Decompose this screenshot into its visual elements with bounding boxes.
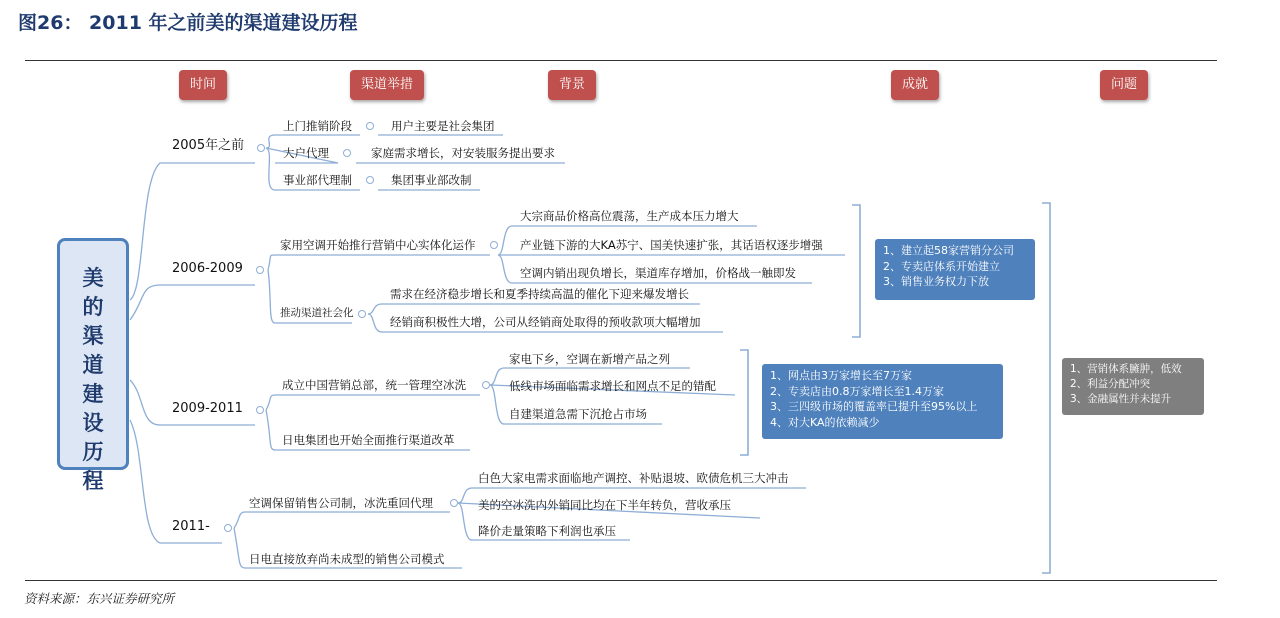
year-2006-label: 2006-2009: [172, 261, 243, 276]
background-2009-2: 低线市场面临需求增长和网点不足的错配: [509, 379, 716, 393]
achievements-2006-box: [875, 239, 1035, 300]
achievements-2009-box: [762, 364, 1003, 439]
background-2006-4: 需求在经济稳步增长和夏季持续高温的催化下迎来爆发增长: [390, 287, 689, 301]
problem-2: 2、利益分配冲突: [1070, 378, 1151, 390]
year-2009-label: 2009-2011: [172, 401, 243, 416]
background-2011-3: 降价走量策略下利润也承压: [478, 524, 616, 538]
figure-title: 图26： 2011 年之前美的渠道建设历程: [18, 12, 358, 34]
measure-abandon-sales-company: 日电直接放弃尚未成型的销售公司模式: [249, 552, 445, 566]
year-2005-label: 2005年之前: [172, 138, 245, 153]
source-note: 资料来源：东兴证券研究所: [24, 591, 175, 606]
header-background: 背景: [548, 70, 596, 100]
measure-socialize-channel: 推动渠道社会化: [280, 307, 354, 319]
achievement-2009-4: 4、对大KA的依赖减少: [770, 415, 880, 429]
achievement-2006-1: 1、建立起58家营销分公司: [883, 244, 1014, 257]
measure-large-agent: 大户代理: [283, 146, 329, 160]
header-time: 时间: [179, 70, 227, 100]
measure-marketing-hq: 成立中国营销总部，统一管理空冰洗: [282, 378, 466, 392]
background-2006-5: 经销商积极性大增，公司从经销商处取得的预收款项大幅增加: [390, 315, 701, 329]
header-measures: 渠道举措: [350, 70, 424, 100]
measure-marketing-center: 家用空调开始推行营销中心实体化运作: [280, 238, 476, 252]
root-node: [57, 238, 129, 493]
header-achievements: 成就: [891, 70, 939, 100]
background-2006-1: 大宗商品价格高位震荡，生产成本压力增大: [520, 209, 739, 223]
background-2006-3: 空调内销出现负增长，渠道库存增加，价格战一触即发: [520, 266, 796, 280]
background-2005-1: 用户主要是社会集团: [391, 119, 495, 133]
background-2005-2: 家庭需求增长，对安装服务提出要求: [371, 146, 555, 160]
year-2011-label: 2011-: [172, 519, 210, 534]
achievement-2009-2: 2、专卖店由0.8万家增长至1.4万家: [770, 384, 944, 398]
background-2006-2: 产业链下游的大KA苏宁、国美快速扩张，其话语权逐步增强: [520, 238, 823, 252]
background-2011-2: 美的空冰洗内外销同比均在下半年转负，营收承压: [478, 498, 731, 512]
achievement-2006-3: 3、销售业务权力下放: [883, 275, 989, 288]
achievement-2006-2: 2、专卖店体系开始建立: [883, 259, 1000, 273]
header-problems: 问题: [1100, 70, 1148, 100]
measure-door-to-door: 上门推销阶段: [283, 119, 352, 133]
problem-1: 1、营销体系臃肿，低效: [1070, 363, 1182, 375]
achievement-2009-3: 3、三四级市场的覆盖率已提升至95%以上: [770, 400, 978, 413]
root-label: 美的渠道建设历程: [82, 265, 104, 493]
background-2011-1: 白色大家电需求面临地产调控、补贴退坡、欧债危机三大冲击: [478, 471, 789, 485]
problem-3: 3、金融属性并未提升: [1070, 393, 1172, 405]
measure-channel-reform: 日电集团也开始全面推行渠道改革: [282, 433, 455, 447]
problems-box: [1062, 358, 1204, 415]
background-2009-1: 家电下乡，空调在新增产品之列: [509, 352, 670, 366]
measure-division-agency: 事业部代理制: [283, 173, 352, 187]
background-2005-3: 集团事业部改制: [391, 173, 472, 187]
measure-ac-sales-company: 空调保留销售公司制，冰洗重回代理: [249, 496, 433, 510]
background-2009-3: 自建渠道急需下沉抢占市场: [509, 407, 647, 421]
achievement-2009-1: 1、网点由3万家增长至7万家: [770, 369, 912, 382]
